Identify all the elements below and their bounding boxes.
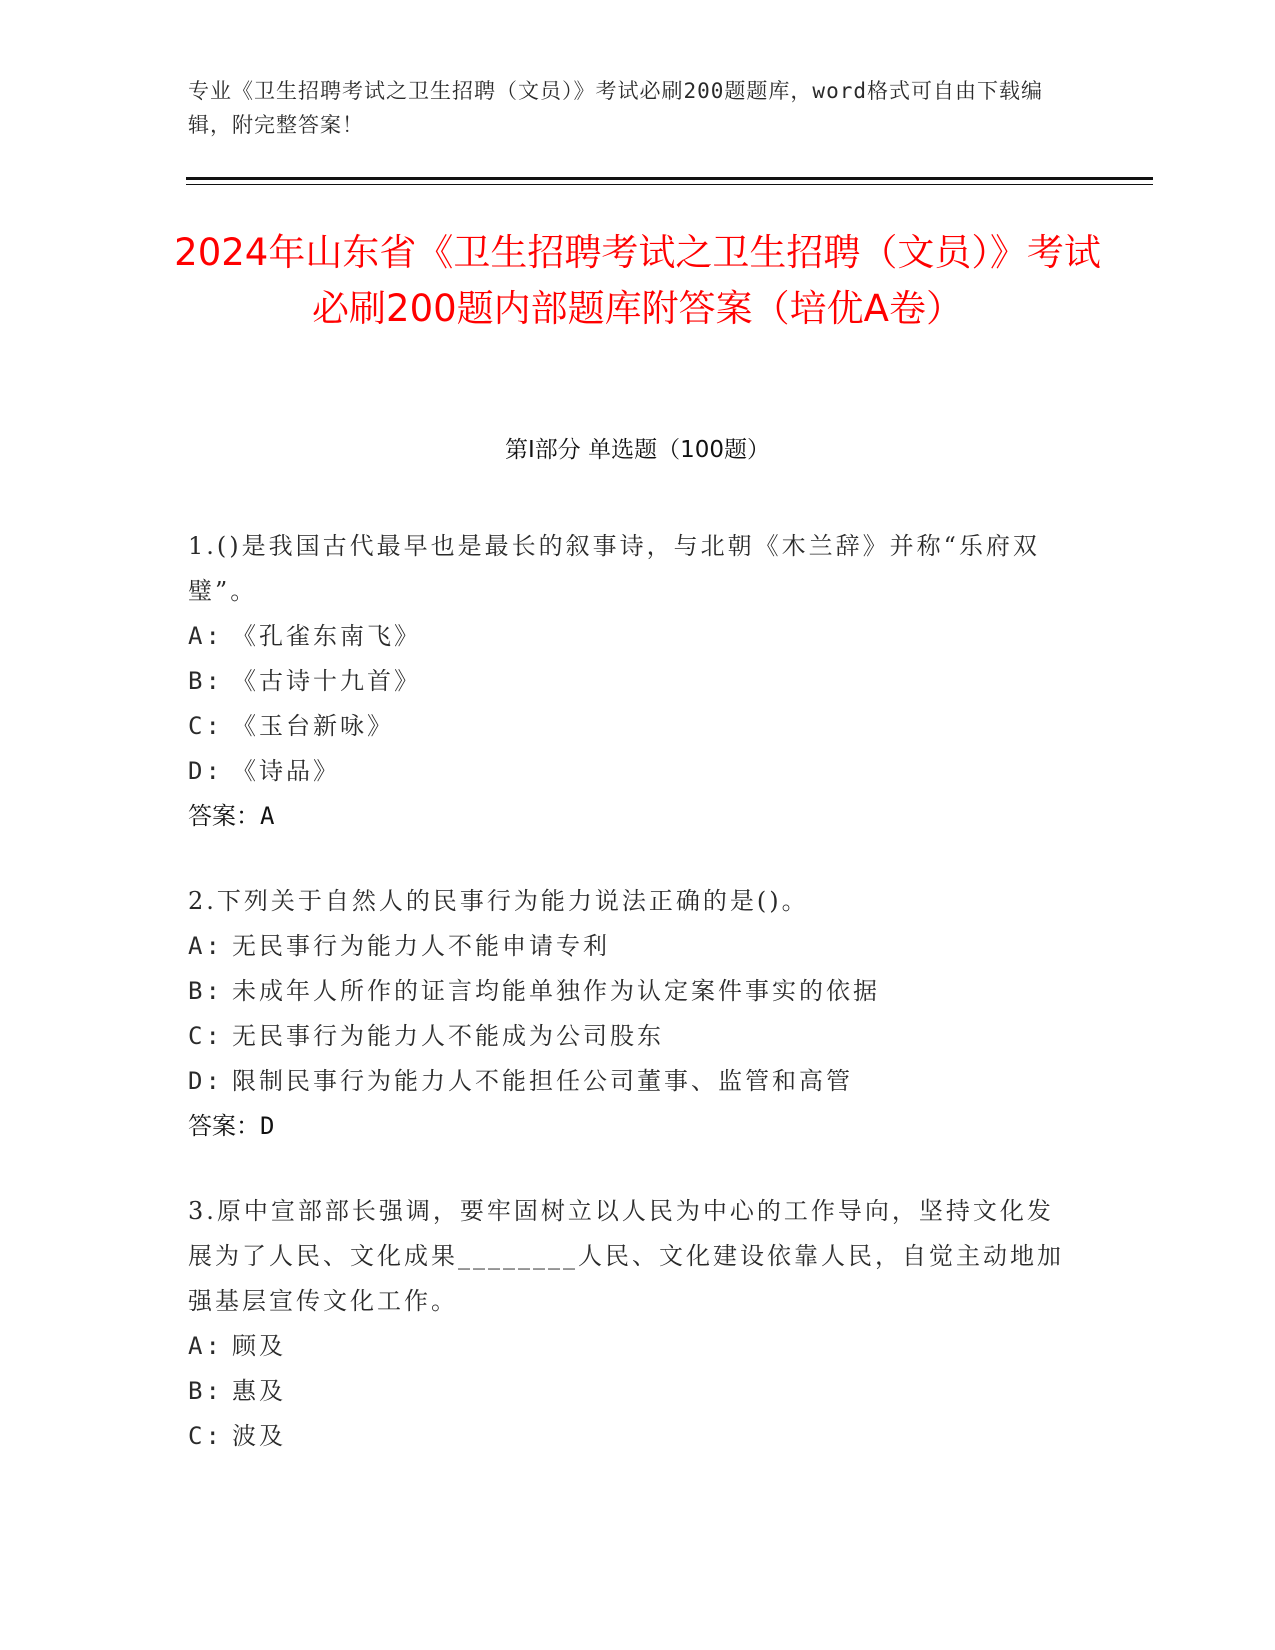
option-d bbox=[188, 1059, 1068, 1104]
answer-value: D bbox=[260, 1112, 275, 1140]
spacer bbox=[188, 1149, 1068, 1189]
option-key: A: bbox=[188, 622, 223, 650]
option-b bbox=[188, 969, 1068, 1014]
question-2 bbox=[188, 879, 1068, 1149]
option-a bbox=[188, 614, 1068, 659]
header-divider-thick bbox=[186, 177, 1153, 180]
spacer bbox=[188, 839, 1068, 879]
option-text: 《孔雀东南飞》 bbox=[232, 622, 421, 650]
option-key: D: bbox=[188, 1067, 223, 1095]
option-text: 顾及 bbox=[232, 1332, 286, 1360]
option-c bbox=[188, 1414, 1068, 1459]
question-1 bbox=[188, 524, 1068, 839]
option-a bbox=[188, 924, 1068, 969]
option-text: 未成年人所作的证言均能单独作为认定案件事实的依据 bbox=[232, 977, 880, 1005]
question-text: 2.下列关于自然人的民事行为能力说法正确的是()。 bbox=[188, 887, 809, 915]
option-text: 《玉台新咏》 bbox=[232, 712, 394, 740]
option-b bbox=[188, 1369, 1068, 1414]
question-list bbox=[188, 524, 1068, 1459]
option-key: B: bbox=[188, 977, 223, 1005]
section-title: 第Ⅰ部分 单选题（100题） bbox=[505, 437, 770, 463]
option-key: B: bbox=[188, 1377, 223, 1405]
header-divider-thin bbox=[186, 184, 1153, 185]
option-text: 无民事行为能力人不能申请专利 bbox=[232, 932, 610, 960]
option-text: 波及 bbox=[232, 1422, 286, 1450]
option-text: 无民事行为能力人不能成为公司股东 bbox=[232, 1022, 664, 1050]
option-key: D: bbox=[188, 757, 223, 785]
option-key: C: bbox=[188, 712, 223, 740]
option-d bbox=[188, 749, 1068, 794]
answer bbox=[188, 794, 1068, 839]
option-key: A: bbox=[188, 1332, 223, 1360]
option-key: B: bbox=[188, 667, 223, 695]
option-c bbox=[188, 704, 1068, 749]
document-title: 2024年山东省《卫生招聘考试之卫生招聘（文员）》考试必刷200题内部题库附答案（培优A卷） bbox=[174, 231, 1101, 330]
option-key: C: bbox=[188, 1022, 223, 1050]
option-text: 限制民事行为能力人不能担任公司董事、监管和高管 bbox=[232, 1067, 853, 1095]
answer-label: 答案： bbox=[188, 1112, 260, 1140]
question-text: 1.()是我国古代最早也是最长的叙事诗，与北朝《木兰辞》并称“乐府双璧”。 bbox=[188, 532, 1040, 605]
header-note: 专业《卫生招聘考试之卫生招聘（文员）》考试必刷200题题库，word格式可自由下载编辑，附完整答案！ bbox=[188, 79, 1043, 137]
answer-value: A bbox=[260, 802, 275, 830]
option-text: 《古诗十九首》 bbox=[232, 667, 421, 695]
option-text: 惠及 bbox=[232, 1377, 286, 1405]
option-c bbox=[188, 1014, 1068, 1059]
option-text: 《诗品》 bbox=[232, 757, 340, 785]
option-a bbox=[188, 1324, 1068, 1369]
answer bbox=[188, 1104, 1068, 1149]
option-b bbox=[188, 659, 1068, 704]
option-key: A: bbox=[188, 932, 223, 960]
option-key: C: bbox=[188, 1422, 223, 1450]
question-text: 3.原中宣部部长强调，要牢固树立以人民为中心的工作导向，坚持文化发展为了人民、文化成果________人民、文化建设依靠人民，自觉主动地加强基层宣传文化工作。 bbox=[188, 1197, 1064, 1315]
question-3 bbox=[188, 1189, 1068, 1459]
answer-label: 答案： bbox=[188, 802, 260, 830]
